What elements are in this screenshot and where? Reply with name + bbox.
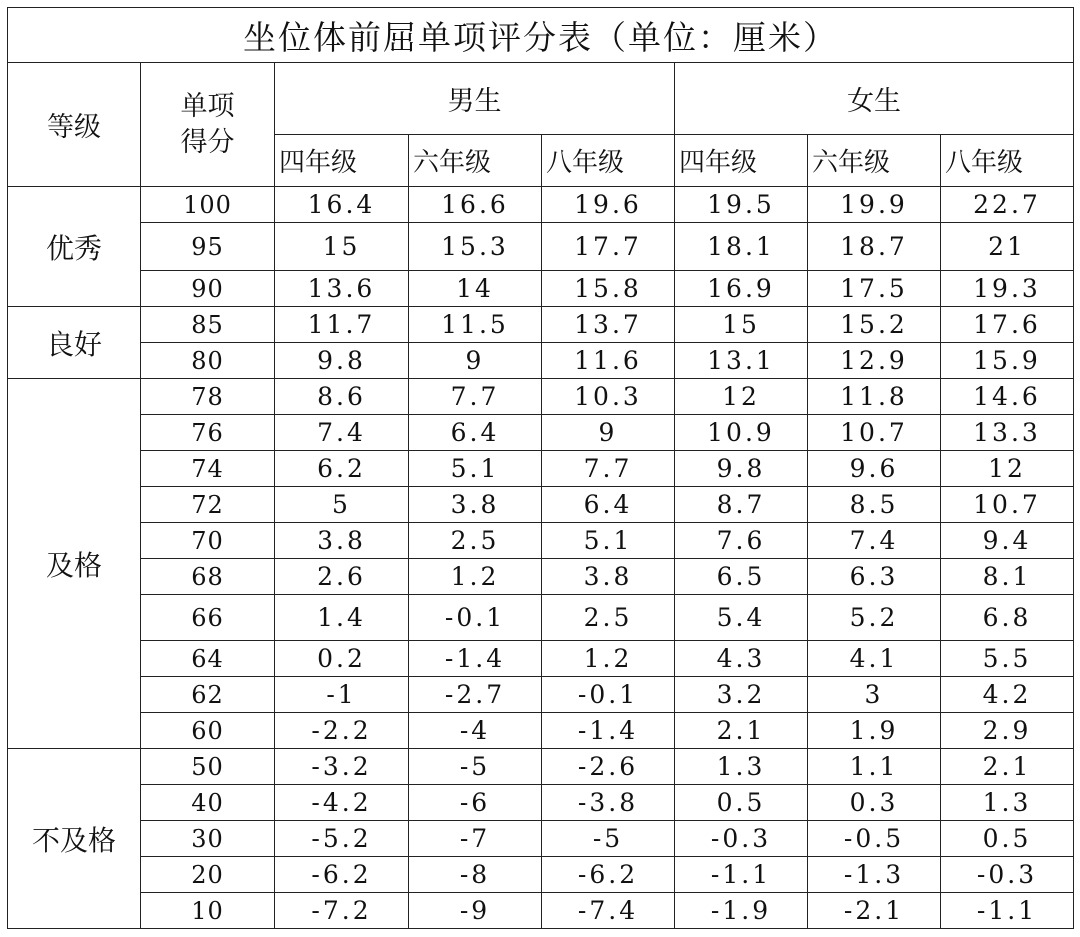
value-cell: -6 — [409, 785, 542, 821]
value-cell: 5.4 — [675, 595, 808, 641]
value-cell: 5.2 — [808, 595, 941, 641]
value-cell: 3.8 — [275, 523, 409, 559]
value-cell: 8.6 — [275, 379, 409, 415]
value-cell: -8 — [409, 857, 542, 893]
value-cell: 8.7 — [675, 487, 808, 523]
level-cell: 不及格 — [8, 749, 141, 929]
value-cell: -3.2 — [275, 749, 409, 785]
score-cell: 78 — [141, 379, 275, 415]
value-cell: 10.7 — [808, 415, 941, 451]
value-cell: 6.4 — [542, 487, 675, 523]
female-header: 女生 — [675, 63, 1074, 135]
value-cell: 12 — [675, 379, 808, 415]
value-cell: 16.4 — [275, 187, 409, 223]
table-row — [8, 187, 1074, 223]
value-cell: -1.1 — [941, 893, 1074, 929]
level-header: 等级 — [8, 63, 141, 187]
value-cell: 17.7 — [542, 223, 675, 271]
value-cell: 1.3 — [675, 749, 808, 785]
value-cell: 6.3 — [808, 559, 941, 595]
score-cell: 76 — [141, 415, 275, 451]
value-cell: 3.8 — [542, 559, 675, 595]
value-cell: 9.4 — [941, 523, 1074, 559]
table-row — [8, 559, 1074, 595]
value-cell: -0.5 — [808, 821, 941, 857]
value-cell: 13.1 — [675, 343, 808, 379]
value-cell: 5.1 — [409, 451, 542, 487]
table-row — [8, 785, 1074, 821]
value-cell: 4.1 — [808, 641, 941, 677]
female-grade-6-header: 六年级 — [808, 135, 941, 187]
value-cell: 0.3 — [808, 785, 941, 821]
value-cell: 19.5 — [675, 187, 808, 223]
value-cell: 19.3 — [941, 271, 1074, 307]
value-cell: 5.1 — [542, 523, 675, 559]
value-cell: -1.4 — [409, 641, 542, 677]
value-cell: 2.5 — [542, 595, 675, 641]
score-cell: 50 — [141, 749, 275, 785]
value-cell: 11.8 — [808, 379, 941, 415]
value-cell: 1.4 — [275, 595, 409, 641]
value-cell: 19.6 — [542, 187, 675, 223]
score-cell: 74 — [141, 451, 275, 487]
value-cell: -5.2 — [275, 821, 409, 857]
value-cell: 11.6 — [542, 343, 675, 379]
male-grade-6-header: 六年级 — [409, 135, 542, 187]
male-grade-4-header: 四年级 — [275, 135, 409, 187]
table-row — [8, 713, 1074, 749]
value-cell: 10.9 — [675, 415, 808, 451]
value-cell: 2.9 — [941, 713, 1074, 749]
value-cell: 11.5 — [409, 307, 542, 343]
score-cell: 95 — [141, 223, 275, 271]
value-cell: -1 — [275, 677, 409, 713]
score-cell: 20 — [141, 857, 275, 893]
score-table — [7, 7, 1074, 929]
value-cell: -0.3 — [941, 857, 1074, 893]
value-cell: 5 — [275, 487, 409, 523]
value-cell: 0.2 — [275, 641, 409, 677]
value-cell: 15.2 — [808, 307, 941, 343]
value-cell: -3.8 — [542, 785, 675, 821]
value-cell: -6.2 — [275, 857, 409, 893]
value-cell: 14 — [409, 271, 542, 307]
value-cell: 13.6 — [275, 271, 409, 307]
value-cell: -5 — [542, 821, 675, 857]
table-row — [8, 821, 1074, 857]
table-row — [8, 343, 1074, 379]
score-header — [141, 63, 275, 187]
score-cell: 62 — [141, 677, 275, 713]
value-cell: 10.3 — [542, 379, 675, 415]
female-grade-8-header: 八年级 — [941, 135, 1074, 187]
table-row — [8, 641, 1074, 677]
score-cell: 40 — [141, 785, 275, 821]
value-cell: 0.5 — [941, 821, 1074, 857]
value-cell: 7.7 — [542, 451, 675, 487]
value-cell: -7.2 — [275, 893, 409, 929]
score-cell: 10 — [141, 893, 275, 929]
value-cell: 15.3 — [409, 223, 542, 271]
value-cell: -9 — [409, 893, 542, 929]
value-cell: 5.5 — [941, 641, 1074, 677]
value-cell: -2.1 — [808, 893, 941, 929]
value-cell: 15 — [675, 307, 808, 343]
value-cell: 3 — [808, 677, 941, 713]
value-cell: 6.5 — [675, 559, 808, 595]
value-cell: 7.6 — [675, 523, 808, 559]
value-cell: 1.2 — [409, 559, 542, 595]
value-cell: -0.1 — [542, 677, 675, 713]
value-cell: 15.8 — [542, 271, 675, 307]
value-cell: 14.6 — [941, 379, 1074, 415]
value-cell: -2.7 — [409, 677, 542, 713]
value-cell: 4.3 — [675, 641, 808, 677]
value-cell: 18.1 — [675, 223, 808, 271]
table-row — [8, 595, 1074, 641]
score-cell: 80 — [141, 343, 275, 379]
value-cell: 15.9 — [941, 343, 1074, 379]
score-cell: 60 — [141, 713, 275, 749]
value-cell: 17.5 — [808, 271, 941, 307]
value-cell: 8.5 — [808, 487, 941, 523]
male-grade-8-header: 八年级 — [542, 135, 675, 187]
value-cell: 17.6 — [941, 307, 1074, 343]
level-cell: 优秀 — [8, 187, 141, 307]
value-cell: -1.4 — [542, 713, 675, 749]
score-cell: 85 — [141, 307, 275, 343]
value-cell: 7.4 — [275, 415, 409, 451]
value-cell: -1.3 — [808, 857, 941, 893]
value-cell: -1.1 — [675, 857, 808, 893]
value-cell: -2.6 — [542, 749, 675, 785]
value-cell: 15 — [275, 223, 409, 271]
value-cell: 9.6 — [808, 451, 941, 487]
table-row — [8, 379, 1074, 415]
value-cell: 9 — [542, 415, 675, 451]
value-cell: 10.7 — [941, 487, 1074, 523]
value-cell: -5 — [409, 749, 542, 785]
score-cell: 72 — [141, 487, 275, 523]
value-cell: 8.1 — [941, 559, 1074, 595]
score-cell: 100 — [141, 187, 275, 223]
value-cell: 12.9 — [808, 343, 941, 379]
value-cell: 2.1 — [941, 749, 1074, 785]
value-cell: 6.8 — [941, 595, 1074, 641]
value-cell: 13.3 — [941, 415, 1074, 451]
value-cell: 7.7 — [409, 379, 542, 415]
value-cell: 16.9 — [675, 271, 808, 307]
table-row — [8, 271, 1074, 307]
value-cell: 2.1 — [675, 713, 808, 749]
score-header-text: 单项得分 — [180, 90, 235, 158]
table-row — [8, 415, 1074, 451]
value-cell: 9.8 — [675, 451, 808, 487]
table-row — [8, 451, 1074, 487]
table-row — [8, 893, 1074, 929]
value-cell: 1.1 — [808, 749, 941, 785]
value-cell: 7.4 — [808, 523, 941, 559]
male-header: 男生 — [275, 63, 675, 135]
value-cell: 18.7 — [808, 223, 941, 271]
value-cell: -2.2 — [275, 713, 409, 749]
table-row — [8, 487, 1074, 523]
value-cell: 2.6 — [275, 559, 409, 595]
value-cell: 1.3 — [941, 785, 1074, 821]
table-row — [8, 223, 1074, 271]
value-cell: -1.9 — [675, 893, 808, 929]
value-cell: -4 — [409, 713, 542, 749]
value-cell: 16.6 — [409, 187, 542, 223]
value-cell: 3.2 — [675, 677, 808, 713]
value-cell: 2.5 — [409, 523, 542, 559]
value-cell: -4.2 — [275, 785, 409, 821]
value-cell: 19.9 — [808, 187, 941, 223]
score-cell: 66 — [141, 595, 275, 641]
value-cell: 1.9 — [808, 713, 941, 749]
value-cell: 22.7 — [941, 187, 1074, 223]
value-cell: -0.3 — [675, 821, 808, 857]
level-cell: 良好 — [8, 307, 141, 379]
table-title: 坐位体前屈单项评分表（单位：厘米） — [8, 8, 1074, 63]
value-cell: 3.8 — [409, 487, 542, 523]
score-cell: 70 — [141, 523, 275, 559]
value-cell: -0.1 — [409, 595, 542, 641]
female-grade-4-header: 四年级 — [675, 135, 808, 187]
value-cell: 11.7 — [275, 307, 409, 343]
value-cell: 6.4 — [409, 415, 542, 451]
value-cell: 6.2 — [275, 451, 409, 487]
value-cell: 13.7 — [542, 307, 675, 343]
score-cell: 68 — [141, 559, 275, 595]
value-cell: 9 — [409, 343, 542, 379]
value-cell: 9.8 — [275, 343, 409, 379]
value-cell: -6.2 — [542, 857, 675, 893]
value-cell: 1.2 — [542, 641, 675, 677]
table-row — [8, 749, 1074, 785]
table-row — [8, 523, 1074, 559]
value-cell: -7.4 — [542, 893, 675, 929]
table-row — [8, 677, 1074, 713]
level-cell: 及格 — [8, 379, 141, 749]
table-body — [8, 187, 1074, 929]
score-cell: 64 — [141, 641, 275, 677]
value-cell: 21 — [941, 223, 1074, 271]
score-cell: 30 — [141, 821, 275, 857]
value-cell: -7 — [409, 821, 542, 857]
score-cell: 90 — [141, 271, 275, 307]
table-row — [8, 857, 1074, 893]
value-cell: 0.5 — [675, 785, 808, 821]
value-cell: 12 — [941, 451, 1074, 487]
value-cell: 4.2 — [941, 677, 1074, 713]
table-row — [8, 307, 1074, 343]
